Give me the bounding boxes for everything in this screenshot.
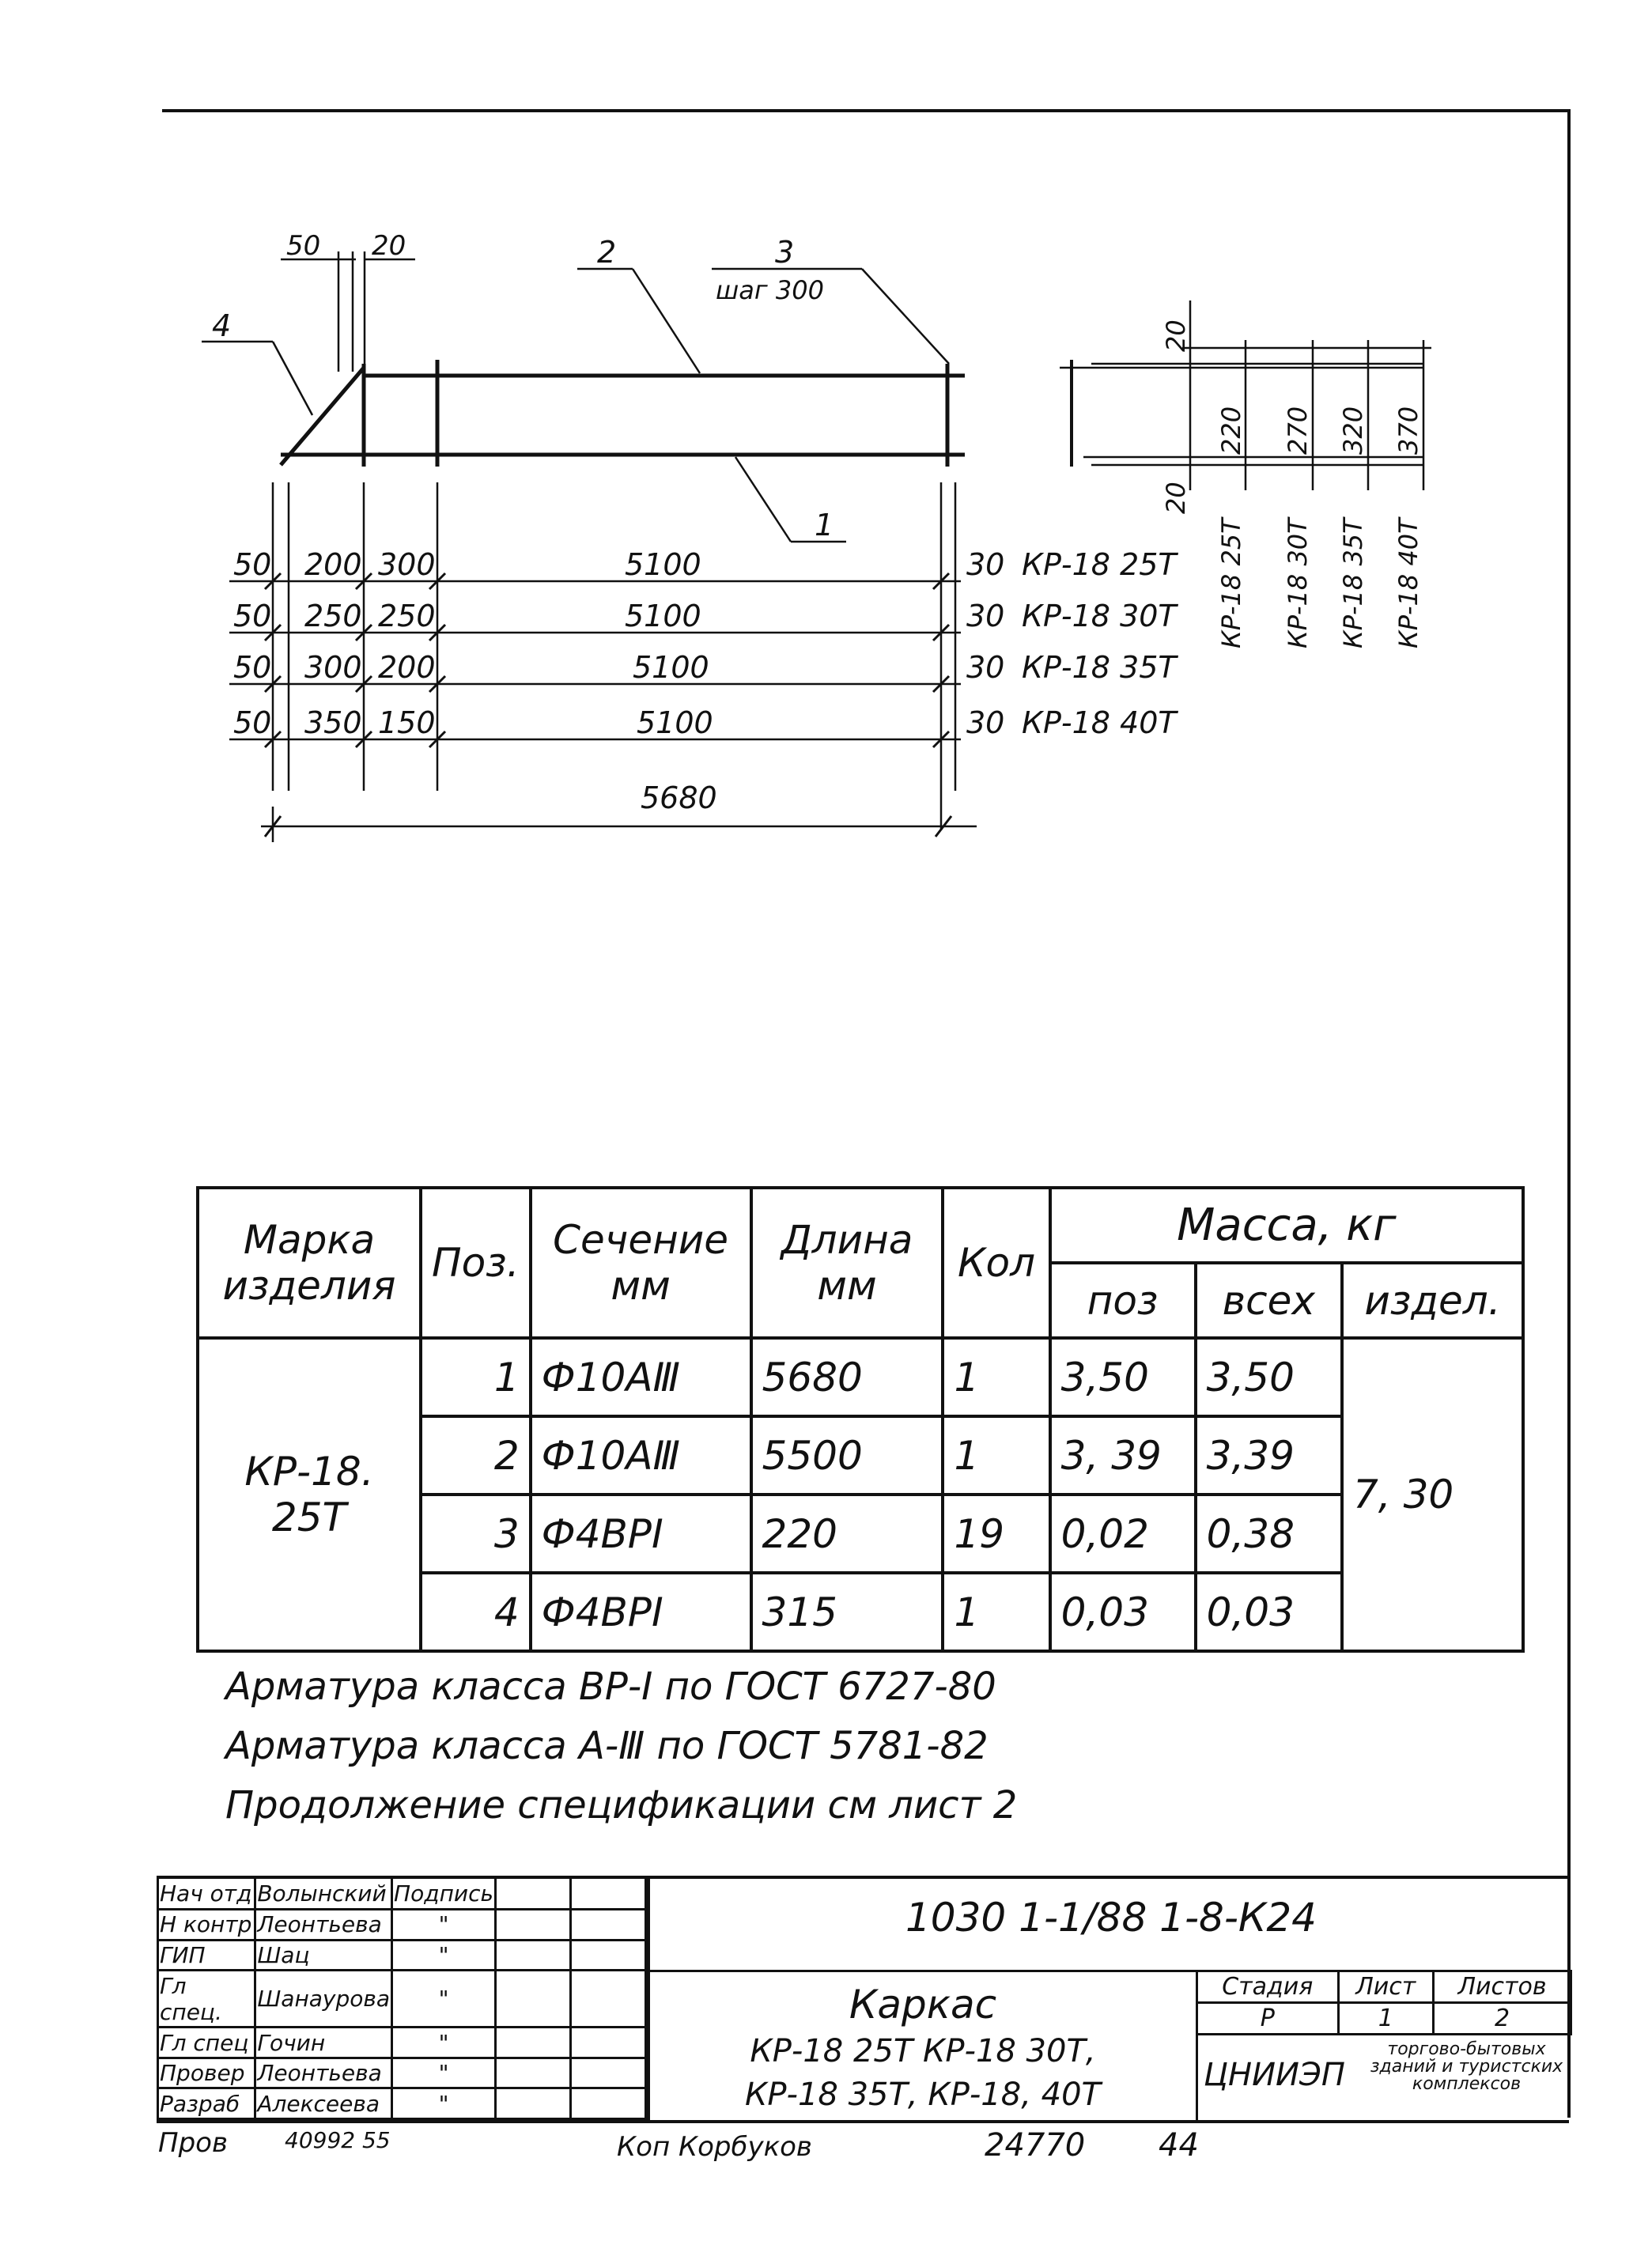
sheets-header: Листов (1433, 1971, 1571, 2003)
r2-length: 5500 (751, 1416, 943, 1495)
callout-2: 2 (597, 235, 617, 270)
sec-m3: КР-18 35Т (1338, 518, 1368, 648)
sec-m2: КР-18 30Т (1283, 518, 1313, 648)
org-subtitle: торгово-бытовых зданий и туристских комплексов (1370, 2039, 1563, 2094)
row3-c: 200 (378, 650, 436, 685)
sign-2: " (392, 1910, 496, 1941)
sign-6: " (392, 2058, 496, 2088)
hdr-pos: Поз. (421, 1188, 531, 1338)
hdr-mass-item: издел. (1342, 1263, 1523, 1338)
sign-5: " (392, 2028, 496, 2058)
row2-end: 30 (966, 599, 1005, 633)
bar-4 (281, 368, 364, 465)
name-7: Алексеева (255, 2088, 392, 2119)
sign-7: " (392, 2088, 496, 2119)
row4-a: 50 (233, 705, 272, 740)
frame-drawing (0, 0, 1652, 886)
stage-header: Стадия (1197, 1971, 1339, 2003)
row2-c: 250 (378, 599, 436, 633)
r3-qty: 19 (943, 1495, 1049, 1573)
sec-h3: 320 (1338, 406, 1368, 455)
role-3: ГИП (158, 1940, 255, 1971)
row3-b: 300 (304, 650, 362, 685)
hdr-mass-all: всех (1196, 1263, 1342, 1338)
footer-copied: Коп Корбуков (617, 2131, 812, 2163)
r2-section: Ф10АⅢ (531, 1416, 751, 1495)
dim-20: 20 (372, 230, 406, 262)
r4-length: 315 (751, 1573, 943, 1651)
row3-end: 30 (966, 650, 1005, 685)
r3-pos: 3 (421, 1495, 531, 1573)
r1-section: Ф10АⅢ (531, 1338, 751, 1416)
item-mark: КР-18. 25Т (198, 1338, 421, 1651)
note-2: Арматура класса А-Ⅲ по ГОСТ 5781-82 (225, 1724, 989, 1768)
name-2: Леонтьева (255, 1910, 392, 1941)
footer-left: Пров (158, 2127, 228, 2159)
r1-mall: 3,50 (1196, 1338, 1342, 1416)
row2-mark: КР-18 30Т (1022, 599, 1177, 633)
sec-h1: 220 (1216, 406, 1246, 455)
sec-top: 20 (1161, 319, 1191, 352)
footer-code: 40992 55 (285, 2127, 391, 2153)
role-2: Н контр (158, 1910, 255, 1941)
signatures-table (157, 1879, 647, 2120)
sign-1: Подпись (392, 1879, 496, 1910)
row1-end: 30 (966, 547, 1005, 582)
title-line-2: КР-18 25Т КР-18 30Т, (750, 2033, 1096, 2069)
r2-pos: 2 (421, 1416, 531, 1495)
name-3: Шац (255, 1940, 392, 1971)
footer-page: 44 (1159, 2127, 1199, 2164)
row4-b: 350 (304, 705, 362, 740)
spec-table (196, 1186, 1525, 1653)
r4-qty: 1 (943, 1573, 1049, 1651)
note-1: Арматура класса ВР-Ⅰ по ГОСТ 6727-80 (225, 1665, 996, 1709)
name-4: Шанаурова (255, 1971, 392, 2028)
r2-mall: 3,39 (1196, 1416, 1342, 1495)
name-5: Гочин (255, 2028, 392, 2058)
role-7: Разраб (158, 2088, 255, 2119)
row3-main: 5100 (633, 650, 709, 685)
sheet-header: Лист (1338, 1971, 1433, 2003)
r2-mpos: 3, 39 (1050, 1416, 1196, 1495)
row2-a: 50 (233, 599, 272, 633)
sign-4: " (392, 1971, 496, 2028)
name-6: Леонтьева (255, 2058, 392, 2088)
title: Каркас (849, 1982, 997, 2028)
row4-mark: КР-18 40Т (1022, 705, 1177, 740)
row1-main: 5100 (625, 547, 701, 582)
r4-section: Ф4ВРⅠ (531, 1573, 751, 1651)
name-1: Волынский (255, 1879, 392, 1910)
stage-table (1196, 1970, 1572, 2035)
sign-3: " (392, 1940, 496, 1971)
r2-qty: 1 (943, 1416, 1049, 1495)
row3-a: 50 (233, 650, 272, 685)
callout-3-step: шаг 300 (716, 275, 824, 305)
note-3: Продолжение спецификации см лист 2 (225, 1783, 1018, 1827)
stage-value: Р (1197, 2003, 1339, 2035)
r1-length: 5680 (751, 1338, 943, 1416)
sec-h4: 370 (1393, 406, 1423, 455)
hdr-qty: Кол (943, 1188, 1049, 1338)
r1-pos: 1 (421, 1338, 531, 1416)
org-name: ЦНИИЭП (1204, 2057, 1345, 2093)
sec-m1: КР-18 25Т (1216, 518, 1246, 648)
sec-h2: 270 (1283, 406, 1313, 455)
row1-a: 50 (233, 547, 272, 582)
row2-main: 5100 (625, 599, 701, 633)
hdr-length: Длина мм (751, 1188, 943, 1338)
role-5: Гл спец (158, 2028, 255, 2058)
hdr-mark: Марка изделия (198, 1188, 421, 1338)
sec-bottom: 20 (1161, 482, 1191, 514)
callout-4: 4 (212, 308, 232, 343)
title-block (157, 1876, 1569, 2123)
row1-b: 200 (304, 547, 362, 582)
r3-length: 220 (751, 1495, 943, 1573)
callout-1: 1 (815, 508, 834, 542)
row1-c: 300 (378, 547, 436, 582)
hdr-mass: Масса, кг (1050, 1188, 1523, 1263)
row4-end: 30 (966, 705, 1005, 740)
sheets-value: 2 (1433, 2003, 1571, 2035)
r4-mall: 0,03 (1196, 1573, 1342, 1651)
r4-mpos: 0,03 (1050, 1573, 1196, 1651)
item-mass: 7, 30 (1342, 1338, 1523, 1651)
r3-section: Ф4ВРⅠ (531, 1495, 751, 1573)
row1-mark: КР-18 25Т (1022, 547, 1177, 582)
hdr-section: Сечение мм (531, 1188, 751, 1338)
r3-mall: 0,38 (1196, 1495, 1342, 1573)
row2-b: 250 (304, 599, 362, 633)
total-length: 5680 (641, 780, 717, 815)
dim-50: 50 (286, 230, 321, 262)
row3-mark: КР-18 35Т (1022, 650, 1177, 685)
sheet-value: 1 (1338, 2003, 1433, 2035)
r3-mpos: 0,02 (1050, 1495, 1196, 1573)
r1-mpos: 3,50 (1050, 1338, 1196, 1416)
row4-main: 5100 (637, 705, 713, 740)
r1-qty: 1 (943, 1338, 1049, 1416)
row4-c: 150 (378, 705, 436, 740)
sec-m4: КР-18 40Т (1393, 518, 1423, 648)
callout-3: 3 (775, 235, 795, 270)
r4-pos: 4 (421, 1573, 531, 1651)
role-6: Провер (158, 2058, 255, 2088)
role-4: Гл спец. (158, 1971, 255, 2028)
footer-number: 24770 (985, 2127, 1086, 2164)
title-line-3: КР-18 35Т, КР-18, 40Т (745, 2077, 1101, 2113)
doc-code: 1030 1-1/88 1-8-К24 (905, 1895, 1317, 1941)
role-1: Нач отд (158, 1879, 255, 1910)
hdr-mass-pos: поз (1050, 1263, 1196, 1338)
